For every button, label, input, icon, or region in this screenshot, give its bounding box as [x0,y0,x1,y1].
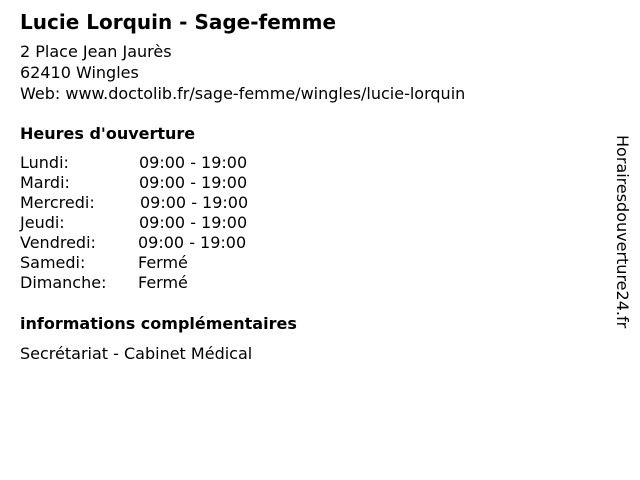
day-hours: 09:00 - 19:00 [139,153,248,172]
address-city: 62410 Wingles [20,63,139,82]
additional-info-heading: informations complémentaires [20,314,297,333]
hours-row-monday [20,153,420,173]
hours-row-tuesday [20,173,420,193]
address-street: 2 Place Jean Jaurès [20,42,172,61]
day-hours: Fermé [138,273,188,292]
day-hours: 09:00 - 19:00 [139,173,248,192]
day-label: Samedi: [20,253,86,272]
day-label: Lundi: [20,153,69,172]
day-hours: 09:00 - 19:00 [140,193,249,212]
website-text: Web: www.doctolib.fr/sage-femme/wingles/lucie-lorquin [20,84,466,103]
hours-row-thursday [20,213,420,233]
side-brand-watermark: Horairesdouverture24.fr [613,135,632,329]
day-label: Dimanche: [20,273,107,292]
day-label: Vendredi: [20,233,96,252]
hours-row-sunday [20,273,420,293]
day-label: Mardi: [20,173,70,192]
day-label: Mercredi: [20,193,95,212]
hours-row-saturday [20,253,420,273]
hours-row-wednesday [20,193,420,213]
opening-hours-table [20,153,420,293]
day-hours: 09:00 - 19:00 [139,213,248,232]
opening-hours-heading: Heures d'ouverture [20,124,196,143]
page-title: Lucie Lorquin - Sage-femme [20,10,337,34]
additional-info-text: Secrétariat - Cabinet Médical [20,344,253,363]
hours-row-friday [20,233,420,253]
day-hours: 09:00 - 19:00 [138,233,247,252]
day-label: Jeudi: [20,213,65,232]
day-hours: Fermé [138,253,188,272]
